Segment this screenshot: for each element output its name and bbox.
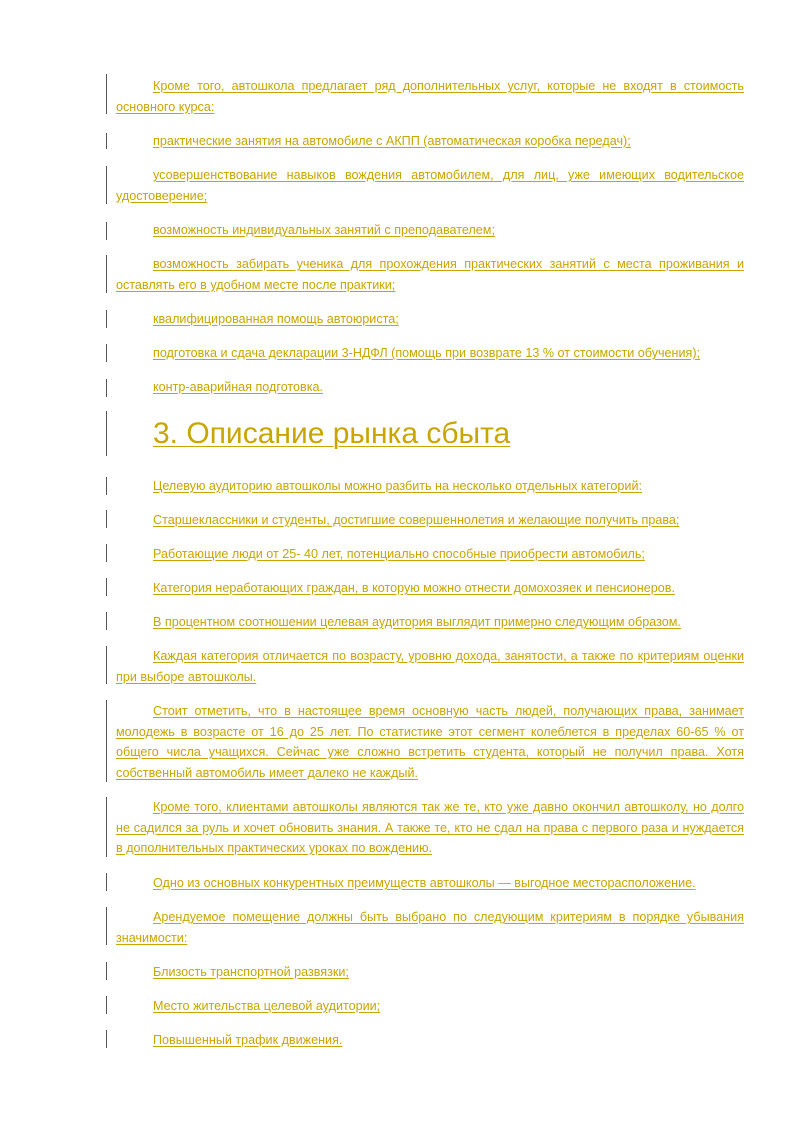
list-item-residence: Место жительства целевой аудитории;: [153, 999, 381, 1013]
paragraph-percentage: В процентном соотношении целевая аудитория выглядит примерно следующим образом.: [153, 615, 681, 629]
change-bar: [106, 310, 107, 328]
paragraph-clients: Кроме того, клиентами автошколы являются так же те, кто уже давно окончил автошколу, но долго не садился за руль и хочет обновить знания. А также те, кто не сдал на права с первого раза и нуждается в дополнительных практических уроках по вождению.: [116, 800, 744, 855]
list-item-working-people: Работающие люди от 25- 40 лет, потенциально способные приобрести автомобиль;: [153, 547, 645, 561]
paragraph-services-intro: Кроме того, автошкола предлагает ряд дополнительных услуг, которые не входят в стоимость основного курса:: [116, 79, 744, 114]
list-item-traffic: Повышенный трафик движения.: [153, 1033, 343, 1047]
change-bar: [106, 74, 107, 114]
change-bar: [106, 797, 107, 857]
list-item-declaration: подготовка и сдача декларации 3-НДФЛ (помощь при возврате 13 % от стоимости обучения);: [153, 346, 701, 360]
list-item-students: Старшеклассники и студенты, достигшие совершеннолетия и желающие получить права;: [153, 513, 680, 527]
list-item-skills: усовершенствование навыков вождения автомобилем, для лиц, уже имеющих водительское удостоверение;: [116, 168, 744, 203]
list-item-transport: Близость транспортной развязки;: [153, 965, 349, 979]
change-bar: [106, 907, 107, 945]
change-bar: [106, 700, 107, 782]
change-bar: [106, 612, 107, 630]
list-item-individual: возможность индивидуальных занятий с преподавателем;: [153, 223, 495, 237]
change-bar: [106, 379, 107, 397]
list-item-akpp: практические занятия на автомобиле с АКПП (автоматическая коробка передач);: [153, 134, 631, 148]
list-item-lawyer: квалифицированная помощь автоюриста;: [153, 312, 399, 326]
list-item-unemployed: Категория неработающих граждан, в которую можно отнести домохозяек и пенсионеров.: [153, 581, 675, 595]
paragraph-youth: Стоит отметить, что в настоящее время основную часть людей, получающих права, занимает молодежь в возрасте от 16 до 25 лет. По статистике этот сегмент колеблется в пределах 60-65 % от общего числа учащихся. Сейчас уже сложно встретить студента, который не получил права. Хотя собственный автомобиль имеет далеко не каждый.: [116, 704, 744, 780]
change-bar: [106, 255, 107, 293]
change-bar: [106, 510, 107, 528]
change-bar: [106, 133, 107, 149]
change-bar: [106, 166, 107, 204]
change-bar: [106, 873, 107, 891]
paragraph-criteria: Арендуемое помещение должны быть выбрано по следующим критериям в порядке убывания значимости:: [116, 910, 744, 945]
section-heading: 3. Описание рынка сбыта: [153, 417, 511, 450]
paragraph-location: Одно из основных конкурентных преимуществ автошколы — выгодное месторасположение.: [153, 876, 696, 890]
change-bar: [106, 646, 107, 684]
change-bar: [106, 477, 107, 495]
list-item-pickup: возможность забирать ученика для прохождения практических занятий с места проживания и оставлять его в удобном месте после практики;: [116, 257, 744, 292]
change-bar: [106, 578, 107, 596]
paragraph-categories: Каждая категория отличается по возрасту, уровню дохода, занятости, а также по критериям оценки при выборе автошколы.: [116, 649, 744, 684]
paragraph-target-audience: Целевую аудиторию автошколы можно разбить на несколько отдельных категорий:: [153, 479, 642, 493]
change-bar: [106, 544, 107, 562]
change-bar: [106, 996, 107, 1014]
change-bar: [106, 411, 107, 456]
change-bar: [106, 1030, 107, 1048]
list-item-counter-emergency: контр-аварийная подготовка.: [153, 380, 324, 394]
change-bar: [106, 962, 107, 980]
change-bar: [106, 344, 107, 362]
change-bar: [106, 222, 107, 240]
